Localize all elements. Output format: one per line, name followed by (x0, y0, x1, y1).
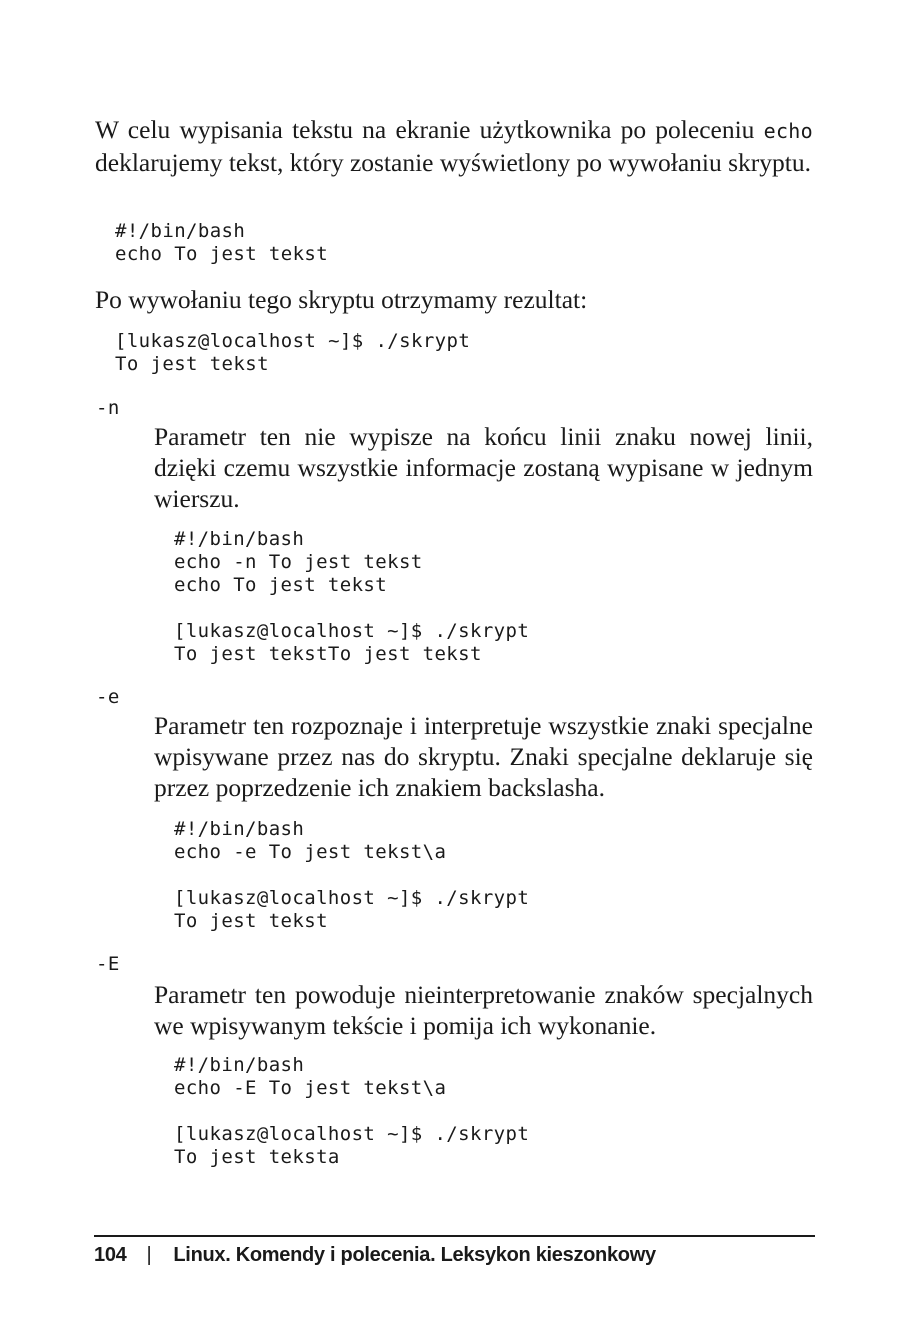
page-number: 104 (94, 1244, 127, 1266)
intro-paragraph (95, 114, 813, 178)
option-term-n: -n (96, 397, 120, 419)
footer-rule (94, 1235, 815, 1237)
code-line: To jest teksta (174, 1146, 340, 1168)
code-block-e-output (174, 887, 529, 933)
option-term-E: -E (96, 953, 120, 975)
footer-separator: | (146, 1244, 152, 1266)
code-line: #!/bin/bash (115, 220, 246, 242)
option-term-e: -e (96, 686, 120, 708)
code-line: To jest tekst (115, 353, 269, 375)
code-line: echo -n To jest tekst (174, 551, 423, 573)
code-line: [lukasz@localhost ~]$ ./skrypt (174, 620, 530, 642)
code-line: [lukasz@localhost ~]$ ./skrypt (115, 330, 471, 352)
code-line: #!/bin/bash (174, 528, 305, 550)
code-line: #!/bin/bash (174, 1054, 305, 1076)
code-block-n-script (174, 528, 423, 597)
option-description-e: Parametr ten rozpoznaje i interpretuje wszystkie znaki specjalne wpisywane przez nas do skryptu. Znaki specjalne deklaruje się przez poprzedzenie ich znakiem backslasha. (154, 711, 813, 802)
option-description-E: Parametr ten powoduje nieinterpretowanie znaków specjalnych we wpisywanym tekście i pomija ich wykonanie. (154, 980, 813, 1040)
result-intro: Po wywołaniu tego skryptu otrzymamy rezultat: (95, 285, 588, 314)
code-block-intro (115, 220, 328, 266)
code-line: [lukasz@localhost ~]$ ./skrypt (174, 887, 530, 909)
code-block-E-script (174, 1054, 446, 1100)
intro-text-after: deklarujemy tekst, który zostanie wyświetlony po wywołaniu skryptu. (95, 148, 812, 177)
code-block-E-output (174, 1123, 529, 1169)
code-line: echo To jest tekst (174, 574, 388, 596)
inline-command: echo (763, 119, 813, 143)
code-line: echo To jest tekst (115, 243, 329, 265)
page-footer (94, 1241, 656, 1269)
code-block-e-script (174, 818, 446, 864)
code-line: echo -e To jest tekst\a (174, 841, 447, 863)
code-block-n-output (174, 620, 529, 666)
book-title: Linux. Komendy i polecenia. Leksykon kieszonkowy (173, 1244, 656, 1266)
code-block-result (115, 330, 470, 376)
code-line: echo -E To jest tekst\a (174, 1077, 447, 1099)
option-description-n: Parametr ten nie wypisze na końcu linii znaku nowej linii, dzięki czemu wszystkie informacje zostaną wypisane w jednym wierszu. (154, 422, 813, 513)
code-line: [lukasz@localhost ~]$ ./skrypt (174, 1123, 530, 1145)
code-line: To jest tekstTo jest tekst (174, 643, 482, 665)
intro-text-before: W celu wypisania tekstu na ekranie użytkownika po poleceniu (95, 115, 764, 144)
code-line: #!/bin/bash (174, 818, 305, 840)
code-line: To jest tekst (174, 910, 328, 932)
